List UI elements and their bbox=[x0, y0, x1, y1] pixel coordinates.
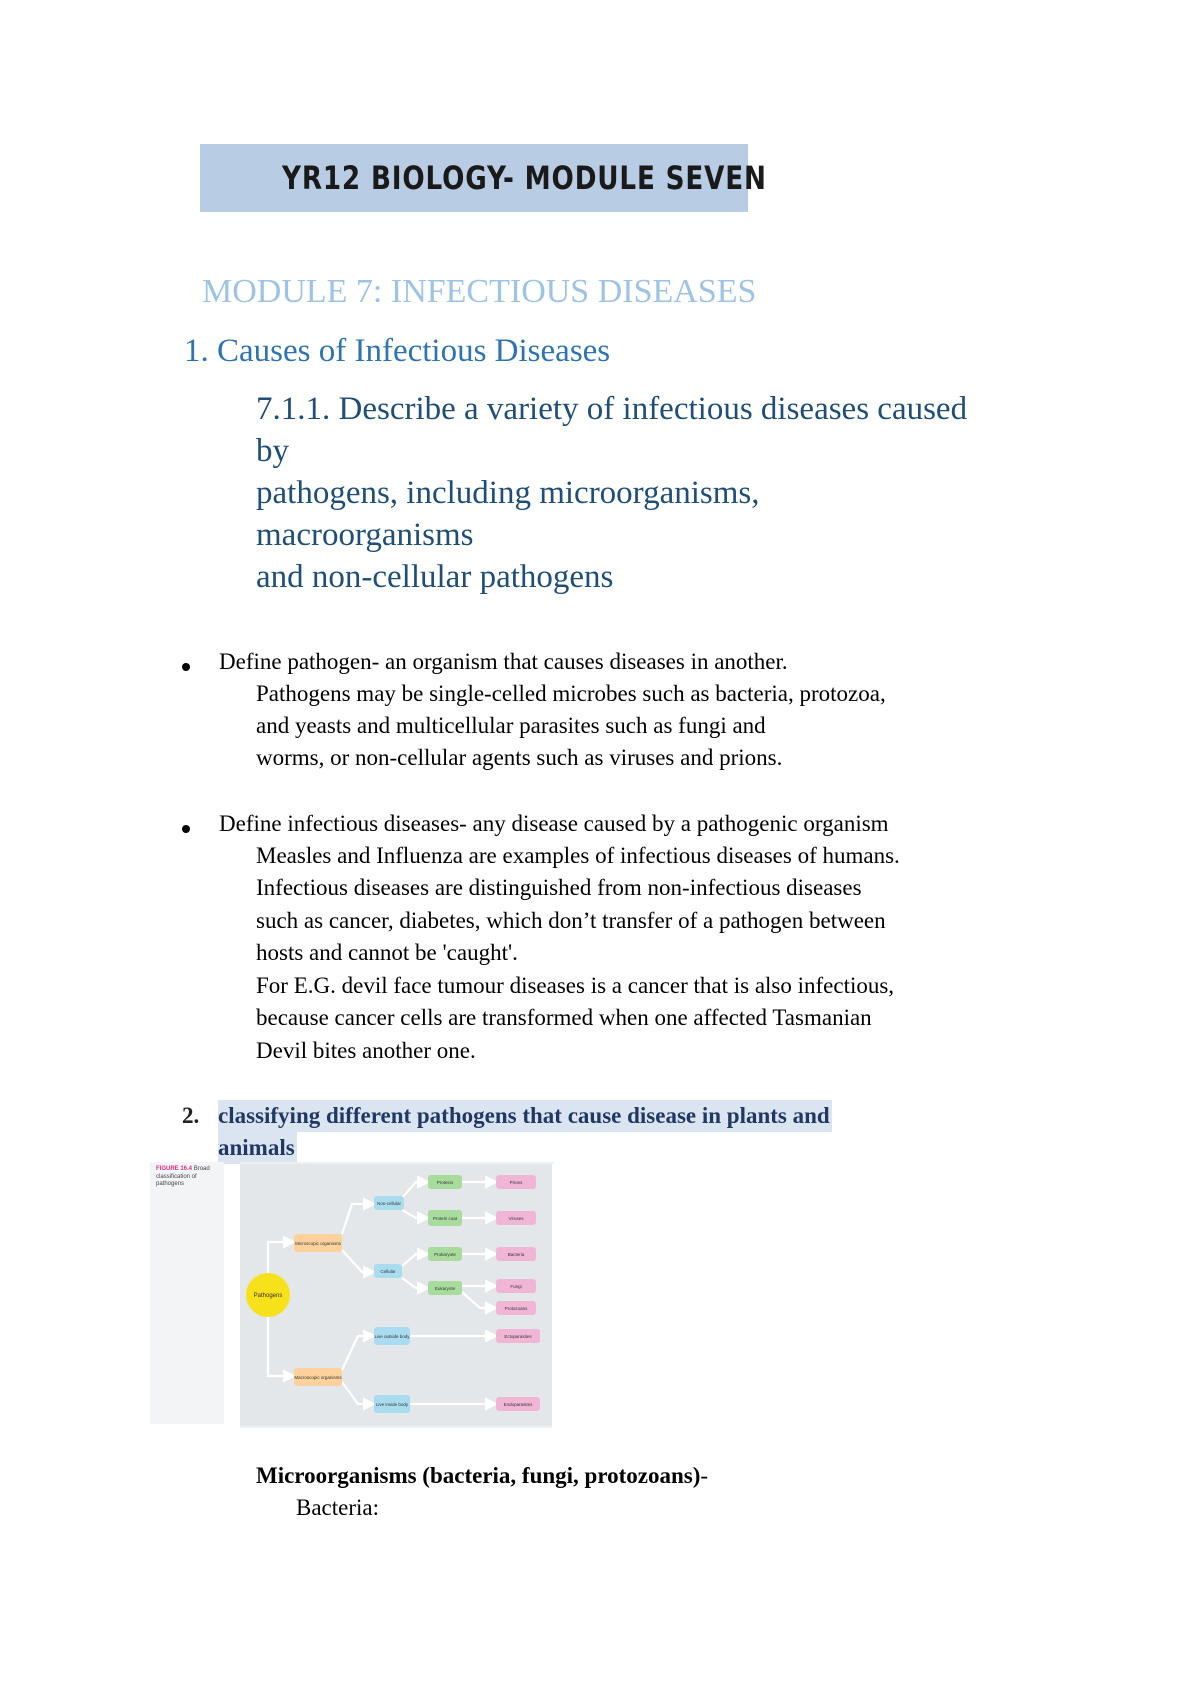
node-label: Cellular bbox=[380, 1269, 396, 1274]
node-label: Pathogens bbox=[253, 1293, 283, 1299]
bullet-line: Infectious diseases are distinguished from non-infectious diseases bbox=[256, 875, 862, 900]
node-label: Ectoparasites bbox=[504, 1334, 532, 1339]
bacteria-subheading: Bacteria: bbox=[296, 1495, 380, 1520]
connector-arrow bbox=[402, 1278, 428, 1288]
node-label: Eukaryote bbox=[434, 1286, 456, 1291]
figure-caption bbox=[156, 1166, 222, 1189]
syllabus-objective bbox=[256, 388, 1056, 598]
bullet-line: and yeasts and multicellular parasites such as fungi and bbox=[256, 713, 766, 738]
connector-arrow bbox=[342, 1336, 374, 1370]
module-heading: MODULE 7: INFECTIOUS DISEASES bbox=[202, 273, 757, 310]
figure-number: FIGURE 16.4 bbox=[156, 1166, 193, 1172]
objective-line: macroorganisms bbox=[256, 517, 474, 553]
objective-line: by bbox=[256, 433, 289, 469]
bullet-lead: Define pathogen- an organism that causes diseases in another. bbox=[219, 649, 788, 674]
node-label: Protozoans bbox=[504, 1306, 528, 1311]
node-label: Proteins bbox=[436, 1180, 454, 1185]
connector-arrow bbox=[342, 1382, 374, 1404]
bullet-line: hosts and cannot be 'caught'. bbox=[256, 940, 518, 965]
section-2-heading: classifying different pathogens that cause disease in plants and bbox=[218, 1100, 832, 1132]
bullet-line: Measles and Influenza are examples of infectious diseases of humans. bbox=[256, 843, 900, 868]
bullet-lead: Define infectious diseases- any disease caused by a pathogenic organism bbox=[219, 811, 889, 836]
node-label: Endoparasites bbox=[503, 1402, 533, 1407]
bullet-line: because cancer cells are transformed when one affected Tasmanian bbox=[256, 1005, 872, 1030]
microorganisms-heading-dash: - bbox=[700, 1463, 709, 1488]
objective-line: and non-cellular pathogens bbox=[256, 559, 614, 595]
bullet-line: Devil bites another one. bbox=[256, 1038, 476, 1063]
section-2-number: 2. bbox=[182, 1103, 200, 1128]
node-label: Live outside body bbox=[374, 1334, 410, 1339]
bullet-line: For E.G. devil face tumour diseases is a cancer that is also infectious, bbox=[256, 973, 895, 998]
node-label: Microscopic organisms bbox=[295, 1241, 341, 1246]
figure-caption-text: Broad classification of pathogens bbox=[156, 1166, 210, 1187]
pathogen-classification-diagram bbox=[240, 1164, 552, 1426]
connector-arrow bbox=[342, 1250, 374, 1272]
section-2-heading-continued: animals bbox=[218, 1132, 297, 1164]
document-title: YR12 BIOLOGY- MODULE SEVEN bbox=[282, 159, 767, 197]
bullet-line: worms, or non-cellular agents such as viruses and prions. bbox=[256, 745, 783, 770]
node-label: Macroscopic organisms bbox=[294, 1375, 342, 1380]
node-label: Bacteria bbox=[507, 1252, 525, 1257]
objective-line: pathogens, including microorganisms, bbox=[256, 475, 760, 511]
node-label: Prokaryote bbox=[434, 1252, 456, 1257]
node-label: Prions bbox=[509, 1180, 523, 1185]
connector-arrow bbox=[402, 1182, 428, 1198]
connector-arrow bbox=[342, 1204, 374, 1234]
bullet-line: Pathogens may be single-celled microbes such as bacteria, protozoa, bbox=[256, 681, 886, 706]
connector-arrow bbox=[462, 1292, 496, 1308]
objective-line: 7.1.1. Describe a variety of infectious diseases caused bbox=[256, 391, 968, 427]
connector-arrow bbox=[402, 1254, 428, 1266]
bullet-dot-icon bbox=[182, 825, 190, 833]
section-1-heading: 1. Causes of Infectious Diseases bbox=[184, 333, 611, 369]
node-label: Protein coat bbox=[432, 1216, 458, 1221]
bullet-line: such as cancer, diabetes, which don’t transfer of a pathogen between bbox=[256, 908, 886, 933]
node-label: Non-cellular bbox=[376, 1201, 402, 1206]
microorganisms-heading-text: Microorganisms (bacteria, fungi, protozoans) bbox=[256, 1463, 701, 1488]
node-label: Fungi bbox=[510, 1284, 522, 1289]
microorganisms-heading bbox=[256, 1460, 708, 1492]
pathogen-classification-figure bbox=[240, 1164, 552, 1428]
node-label: Live inside body bbox=[375, 1402, 409, 1407]
figure-caption-panel bbox=[150, 1162, 224, 1424]
connector-arrow bbox=[402, 1210, 428, 1218]
node-label: Viruses bbox=[508, 1216, 524, 1221]
bullet-dot-icon bbox=[182, 663, 190, 671]
